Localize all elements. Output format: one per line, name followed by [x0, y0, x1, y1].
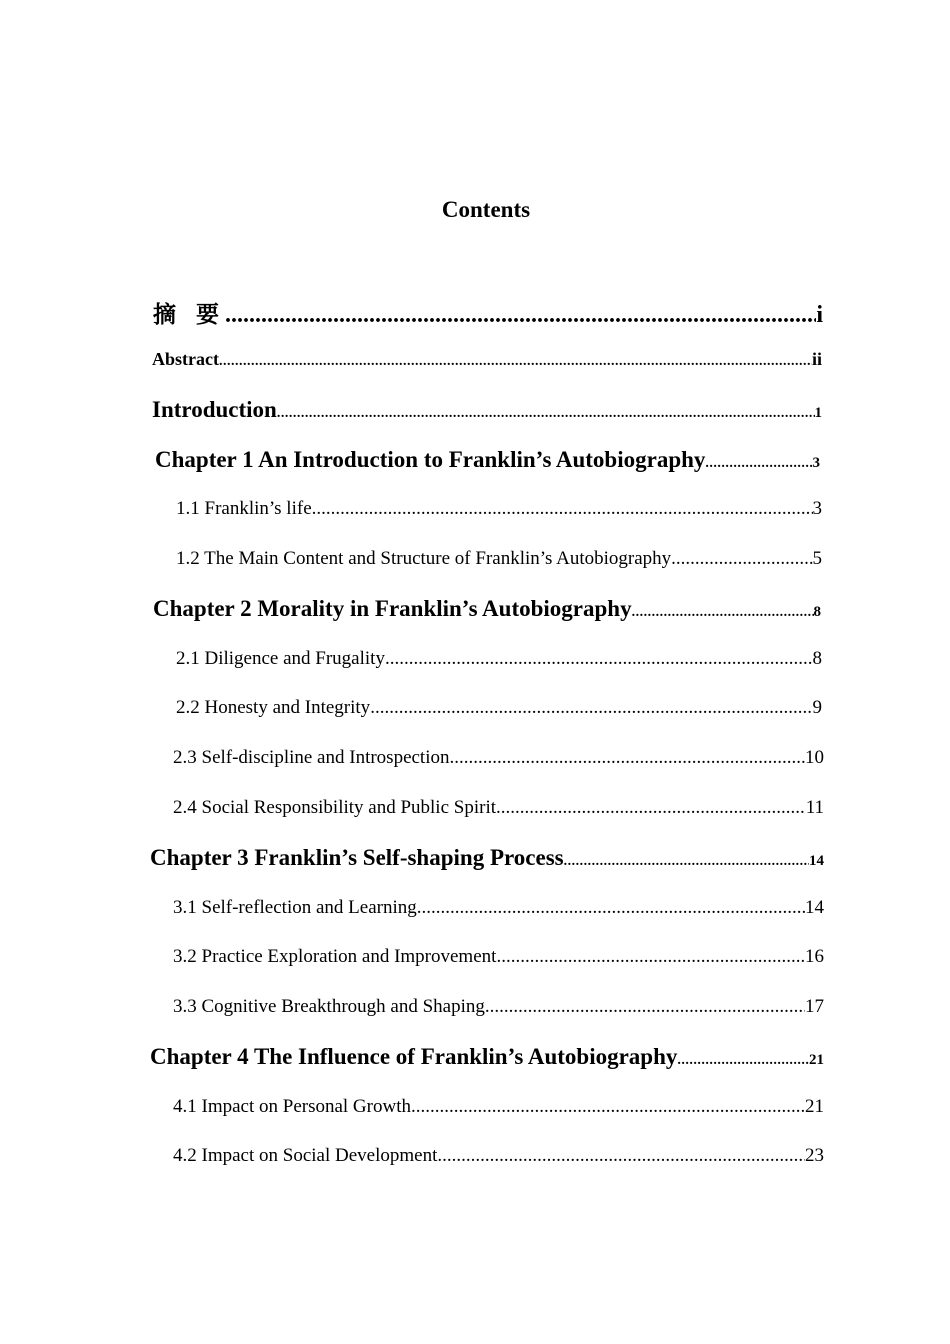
toc-entry-section-2-2[interactable] [176, 697, 822, 719]
toc-entry-label: 2.4 Social Responsibility and Public Spirit [173, 797, 496, 818]
toc-page-number: ii [811, 349, 822, 369]
dot-leader [677, 1053, 809, 1069]
toc-page-number: 14 [805, 897, 824, 918]
dot-leader [312, 498, 813, 520]
toc-entry-abstract[interactable] [152, 349, 822, 370]
dot-leader [485, 996, 805, 1018]
toc-entry-label: Chapter 4 The Influence of Franklin’s Autobiography [150, 1044, 678, 1069]
toc-page-number: 16 [805, 946, 824, 967]
dot-leader [632, 605, 814, 621]
toc-page-number: 8 [812, 648, 822, 669]
toc-page-number: 9 [812, 697, 822, 718]
dot-leader [225, 302, 816, 329]
toc-page-number: 23 [805, 1145, 824, 1166]
toc-entry-label: 4.1 Impact on Personal Growth [173, 1096, 411, 1117]
dot-leader [411, 1096, 805, 1118]
toc-page-number: 21 [805, 1096, 824, 1117]
toc-page-number: 5 [812, 548, 822, 569]
toc-page-number: 17 [805, 996, 824, 1017]
toc-entry-chapter-1[interactable] [155, 447, 820, 473]
toc-entry-label: 3.3 Cognitive Breakthrough and Shaping [173, 996, 485, 1017]
toc-page-number: 1 [814, 405, 822, 421]
dot-leader [417, 897, 805, 919]
toc-page-number: 3 [812, 455, 820, 471]
toc-entry-label: 2.1 Diligence and Frugality [176, 648, 385, 669]
toc-entry-section-2-3[interactable] [173, 747, 824, 769]
toc-entry-section-4-1[interactable] [173, 1096, 824, 1118]
toc-entry-label: 2.2 Honesty and Integrity [176, 697, 371, 718]
toc-entry-label: Abstract [152, 349, 219, 369]
toc-entry-section-2-1[interactable] [176, 648, 822, 670]
toc-entry-chapter-3[interactable] [150, 845, 824, 871]
toc-entry-section-1-2[interactable] [176, 548, 822, 570]
dot-leader [450, 747, 806, 769]
toc-entry-section-3-2[interactable] [173, 946, 824, 968]
toc-entry-abstract-zh[interactable] [153, 296, 823, 329]
toc-entry-label: 3.1 Self-reflection and Learning [173, 897, 417, 918]
toc-entry-section-2-4[interactable] [173, 797, 824, 819]
dot-leader [385, 648, 813, 670]
toc-entry-label: 2.3 Self-discipline and Introspection [173, 747, 450, 768]
dot-leader [705, 456, 812, 472]
dot-leader [277, 406, 815, 422]
toc-page-number: 3 [812, 498, 822, 519]
toc-page-number: 10 [805, 747, 824, 768]
toc-entry-label: 1.1 Franklin’s life [176, 498, 312, 519]
toc-entry-section-3-3[interactable] [173, 996, 824, 1018]
toc-entry-label: 3.2 Practice Exploration and Improvement [173, 946, 497, 967]
dot-leader [496, 946, 805, 968]
toc-entry-label: Chapter 1 An Introduction to Franklin’s Autobiography [155, 447, 706, 472]
toc-entry-label: 1.2 The Main Content and Structure of Franklin’s Autobiography [176, 548, 672, 569]
dot-leader [564, 854, 809, 870]
page-title: Contents [441, 197, 531, 222]
toc-entry-section-1-1[interactable] [176, 498, 822, 520]
toc-entry-label: Chapter 2 Morality in Franklin’s Autobiography [153, 596, 632, 621]
dot-leader [370, 697, 812, 719]
toc-entry-section-3-1[interactable] [173, 897, 824, 919]
toc-entry-introduction[interactable] [152, 397, 822, 423]
toc-page-number: 11 [805, 797, 824, 818]
dot-leader [219, 354, 812, 370]
toc-page-number: 21 [809, 1052, 824, 1068]
toc-entry-label: Chapter 3 Franklin’s Self-shaping Process [150, 845, 564, 870]
toc-entry-label: 4.2 Impact on Social Development [173, 1145, 438, 1166]
toc-page-number: 14 [809, 853, 824, 869]
toc-page-number: 8 [813, 604, 821, 620]
toc-entry-chapter-4[interactable] [150, 1044, 824, 1070]
dot-leader [671, 548, 812, 570]
toc-entry-label: Introduction [152, 397, 277, 422]
toc-entry-chapter-2[interactable] [153, 596, 821, 622]
dot-leader [496, 797, 806, 819]
toc-page-number: i [816, 302, 823, 328]
toc-entry-label: 摘 要 [153, 302, 226, 328]
toc-entry-section-4-2[interactable] [173, 1145, 824, 1167]
dot-leader [437, 1145, 805, 1167]
